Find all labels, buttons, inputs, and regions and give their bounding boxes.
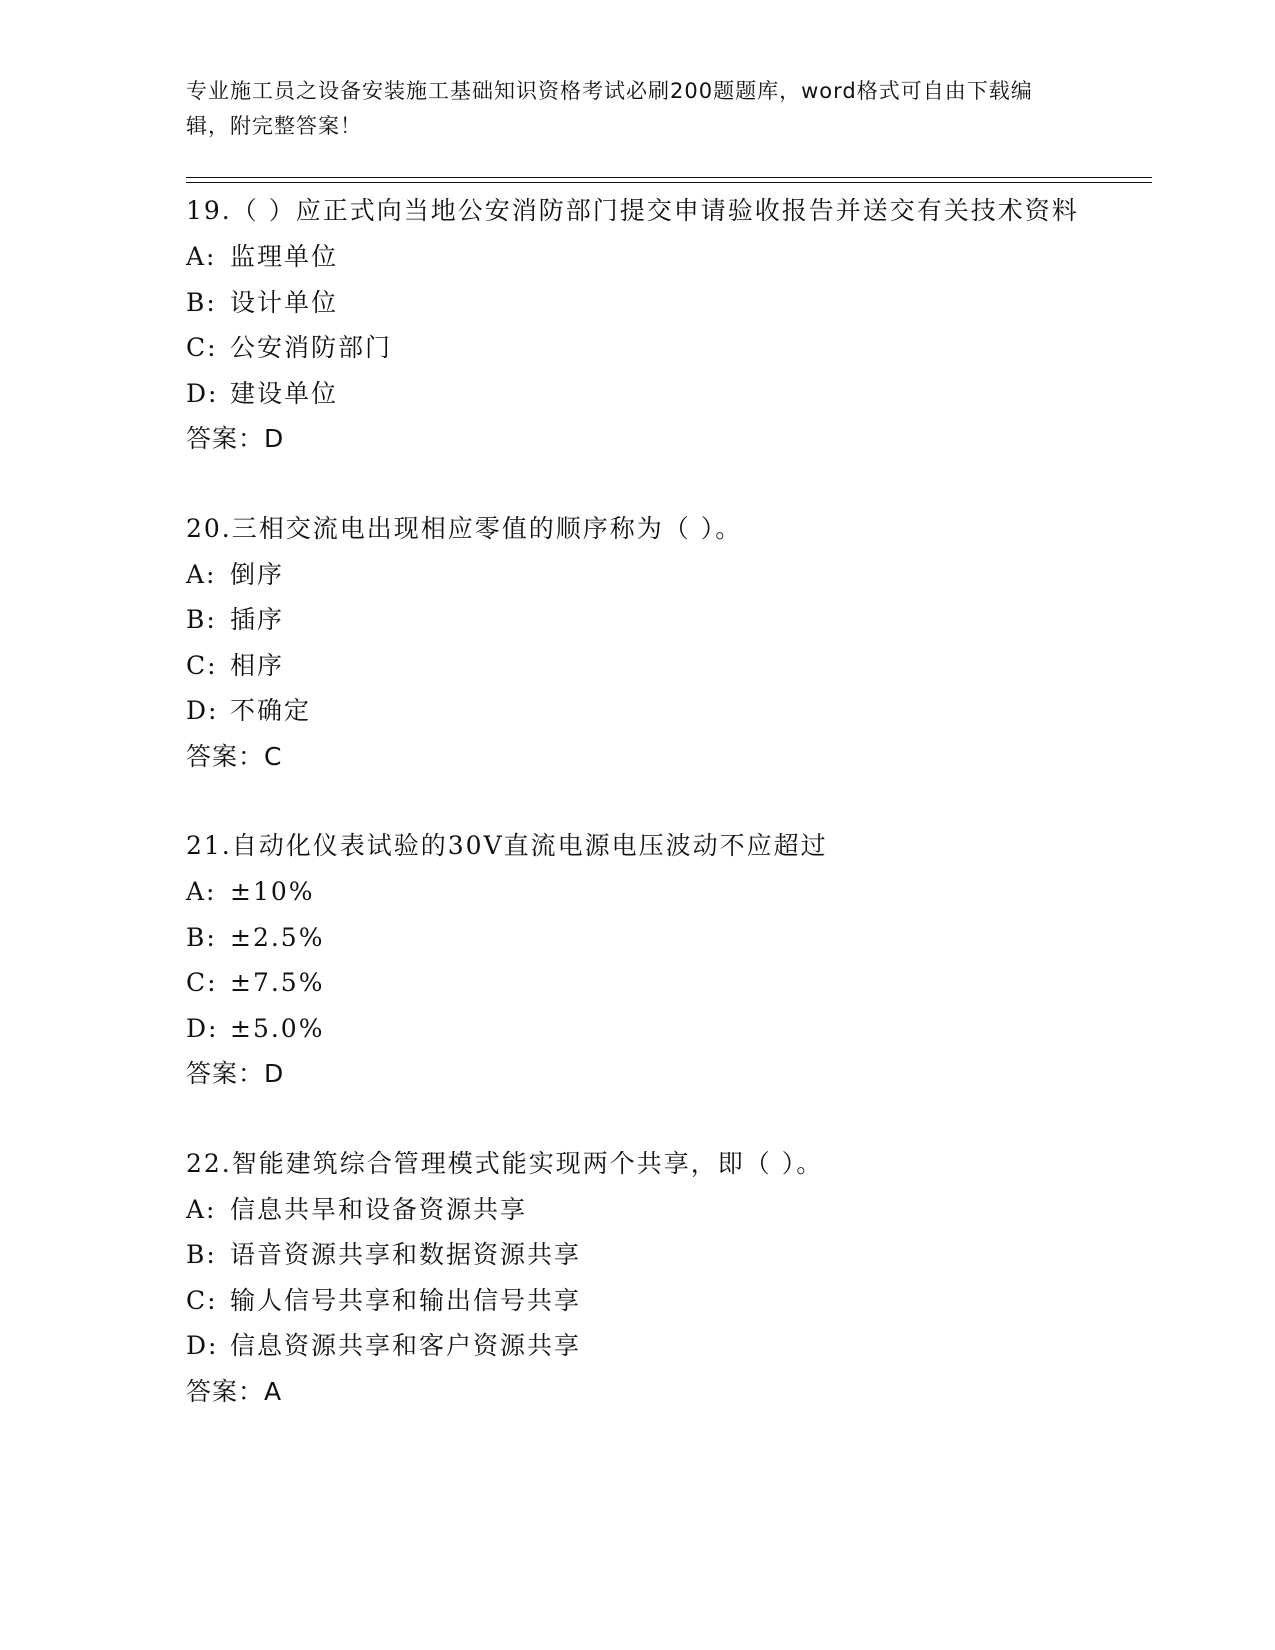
- option-letter: B:: [186, 1240, 217, 1269]
- question-stem: 22.智能建筑综合管理模式能实现两个共享，即（ ）。: [186, 1148, 824, 1178]
- answer-line: 答案：D: [186, 1059, 285, 1088]
- option-letter: B:: [186, 922, 217, 952]
- option-letter: D:: [186, 696, 219, 725]
- option-letter: D:: [186, 1013, 219, 1043]
- option-letter: C:: [186, 333, 218, 362]
- option-text: 建设单位: [230, 378, 339, 408]
- option-text: 倒序: [230, 559, 285, 589]
- answer-line: 答案：A: [186, 1376, 283, 1406]
- option-text: 相序: [230, 650, 285, 680]
- option-text: 语音资源共享和数据资源共享: [230, 1240, 582, 1269]
- option-b: [186, 280, 1086, 326]
- option-letter: C:: [186, 1285, 218, 1315]
- option-c: [186, 643, 1086, 689]
- option-b: [186, 597, 1086, 643]
- option-c: [186, 325, 1086, 371]
- option-d: [186, 1323, 1086, 1369]
- option-text: 监理单位: [230, 242, 339, 271]
- option-a: [186, 552, 1086, 598]
- option-text: 公安消防部门: [230, 333, 393, 362]
- option-b: [186, 915, 1086, 961]
- option-text: ±10%: [230, 877, 315, 906]
- option-text: ±2.5%: [230, 922, 325, 952]
- document-header-text: 专业施工员之设备安装施工基础知识资格考试必刷200题题库，word格式可自由下载编辑，附完整答案！: [186, 79, 1033, 138]
- header-divider-top: [186, 177, 1152, 178]
- option-text: 设计单位: [230, 287, 339, 317]
- option-a: [186, 869, 1086, 915]
- option-text: ±5.0%: [230, 1013, 325, 1043]
- option-letter: C:: [186, 968, 218, 997]
- option-letter: C:: [186, 650, 218, 680]
- option-letter: D:: [186, 1331, 219, 1360]
- option-b: [186, 1232, 1086, 1278]
- option-c: [186, 960, 1086, 1006]
- option-text: 信息资源共享和客户资源共享: [230, 1331, 582, 1360]
- question-stem: 21.自动化仪表试验的30V直流电源电压波动不应超过: [186, 831, 828, 860]
- option-letter: B:: [186, 605, 217, 634]
- question-22: [186, 1141, 1086, 1415]
- option-letter: A:: [186, 242, 217, 271]
- option-text: ±7.5%: [230, 968, 325, 997]
- option-c: [186, 1278, 1086, 1324]
- option-text: 不确定: [230, 696, 312, 725]
- option-d: [186, 688, 1086, 734]
- option-letter: A:: [186, 877, 217, 906]
- question-21: [186, 823, 1086, 1097]
- answer-line: 答案：D: [186, 424, 285, 453]
- option-letter: D:: [186, 378, 219, 408]
- question-list: [186, 188, 1086, 1458]
- option-d: [186, 371, 1086, 417]
- option-text: 输人信号共享和输出信号共享: [230, 1285, 582, 1315]
- option-letter: B:: [186, 287, 217, 317]
- question-19: [186, 188, 1086, 462]
- option-letter: A:: [186, 1194, 217, 1224]
- option-text: 信息共旱和设备资源共享: [230, 1194, 528, 1224]
- option-letter: A:: [186, 559, 217, 589]
- option-a: [186, 234, 1086, 280]
- answer-line: 答案：C: [186, 741, 283, 771]
- question-20: [186, 506, 1086, 780]
- option-text: 插序: [230, 605, 285, 634]
- question-stem: 20.三相交流电出现相应零值的顺序称为（ ）。: [186, 513, 743, 543]
- option-a: [186, 1187, 1086, 1233]
- header-divider-bottom: [186, 182, 1152, 183]
- option-d: [186, 1006, 1086, 1052]
- question-stem: 19.（ ）应正式向当地公安消防部门提交申请验收报告并送交有关技术资料: [186, 196, 1079, 225]
